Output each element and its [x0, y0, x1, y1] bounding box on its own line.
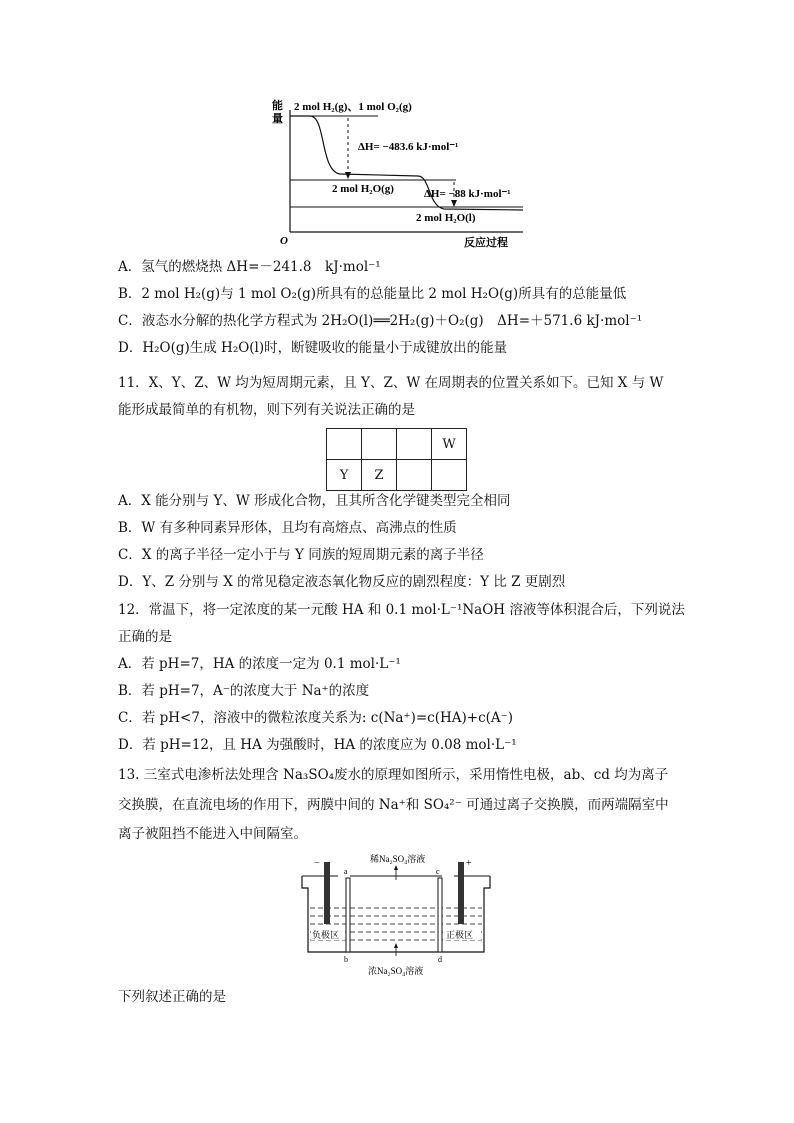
top-solution-label: 稀Na₂SO₄溶液 [370, 854, 426, 864]
q13-stem-line2: 交换膜，在直流电场的作用下，两膜中间的 Na⁺和 SO₄²⁻ 可通过离子交换膜，而两端隔室中 [118, 797, 669, 813]
q13-stem-line3: 离子被阻挡不能进入中间隔室。 [118, 826, 307, 842]
periodic-table-fragment [326, 428, 467, 491]
level-mid-label: 2 mol H₂O(g) [332, 183, 394, 195]
table-cell [397, 429, 432, 460]
right-region-label: 正极区 [446, 930, 474, 940]
membrane-label-b: b [344, 955, 348, 964]
q11-stem-line2: 能形成最简单的有机物，则下列有关说法正确的是 [118, 402, 415, 418]
dh1-label: ΔH= −483.6 kJ·mol⁻¹ [358, 141, 459, 153]
q12-option-b: B．若 pH=7，A⁻的浓度大于 Na⁺的浓度 [118, 683, 370, 699]
q11-option-a: A．X 能分别与 Y、W 形成化合物，且其所含化学键类型完全相同 [118, 493, 511, 509]
q13-question-prompt: 下列叙述正确的是 [118, 989, 226, 1005]
q11-option-d: D．Y、Z 分别与 X 的常见稳定液态氧化物反应的剧烈程度：Y 比 Z 更剧烈 [118, 574, 566, 590]
membrane-label-a: a [344, 867, 348, 876]
q11-stem-line1: 11．X、Y、Z、W 均为短周期元素，且 Y、Z、W 在周期表的位置关系如下。已知 X 与 W [118, 375, 664, 391]
level-top-label: 2 mol H₂(g)、1 mol O₂(g) [294, 101, 412, 113]
negative-electrode [324, 862, 330, 924]
table-cell [432, 460, 467, 491]
dh1-arrowhead [345, 172, 351, 179]
table-cell [362, 429, 397, 460]
y-label-top: 能 [272, 100, 283, 112]
q13-stem-line1: 13. 三室式电渗析法处理含 Na₃SO₄废水的原理如图所示，采用惰性电极，ab、cd 均为离子 [118, 767, 669, 783]
membrane-ab [346, 878, 350, 952]
y-label-bottom: 量 [272, 113, 283, 125]
q10-option-a: A．氢气的燃烧热 ΔH=－241.8 kJ·mol⁻¹ [118, 259, 381, 275]
minus-sign: − [314, 858, 320, 869]
q12-stem-line1: 12．常温下，将一定浓度的某一元酸 HA 和 0.1 mol·L⁻¹NaOH 溶液等体积混合后，下列说法 [118, 602, 685, 618]
electrodialysis-cell-diagram [298, 852, 494, 976]
table-cell [397, 460, 432, 491]
q12-option-c: C．若 pH<7，溶液中的微粒浓度关系为: c(Na⁺)=c(HA)+c(A⁻) [118, 710, 514, 726]
membrane-label-d: d [438, 955, 442, 964]
plus-sign: + [466, 858, 472, 869]
q10-option-c: C．液态水分解的热化学方程式为 2H₂O(l)══2H₂(g)＋O₂(g) ΔH=＋571.6 kJ·mol⁻¹ [118, 313, 643, 329]
table-cell: Y [327, 460, 362, 491]
level-bottom-label: 2 mol H₂O(l) [416, 212, 476, 224]
origin-label: O [280, 235, 288, 247]
table-cell: Z [362, 460, 397, 491]
dh2-arrowhead [451, 200, 457, 207]
membrane-label-c: c [436, 867, 440, 876]
q12-stem-line2: 正确的是 [118, 629, 172, 645]
bottom-solution-label: 浓Na₂SO₄溶液 [368, 966, 424, 976]
q10-option-d: D．H₂O(g)生成 H₂O(l)时，断键吸收的能量小于成键放出的能量 [118, 340, 508, 356]
dh2-label: ΔH= −88 kJ·mol⁻¹ [424, 188, 511, 200]
inflow-arrowhead [394, 943, 398, 948]
membrane-cd [438, 878, 442, 952]
q12-option-d: D．若 pH=12，且 HA 为强酸时，HA 的浓度应为 0.08 mol·L⁻¹ [118, 737, 517, 753]
positive-electrode [458, 862, 464, 924]
energy-diagram [268, 96, 538, 250]
q11-option-b: B．W 有多种同素异形体，且均有高熔点、高沸点的性质 [118, 520, 457, 536]
outflow-arrowhead [394, 865, 398, 870]
q12-option-a: A．若 pH=7，HA 的浓度一定为 0.1 mol·L⁻¹ [118, 656, 401, 672]
table-cell [327, 429, 362, 460]
q11-option-c: C．X 的离子半径一定小于与 Y 同族的短周期元素的离子半径 [118, 547, 484, 563]
table-cell: W [432, 429, 467, 460]
x-axis-label: 反应过程 [464, 237, 508, 249]
q10-option-b: B．2 mol H₂(g)与 1 mol O₂(g)所具有的总能量比 2 mol H₂O(g)所具有的总能量低 [118, 286, 627, 302]
left-region-label: 负极区 [312, 930, 340, 940]
